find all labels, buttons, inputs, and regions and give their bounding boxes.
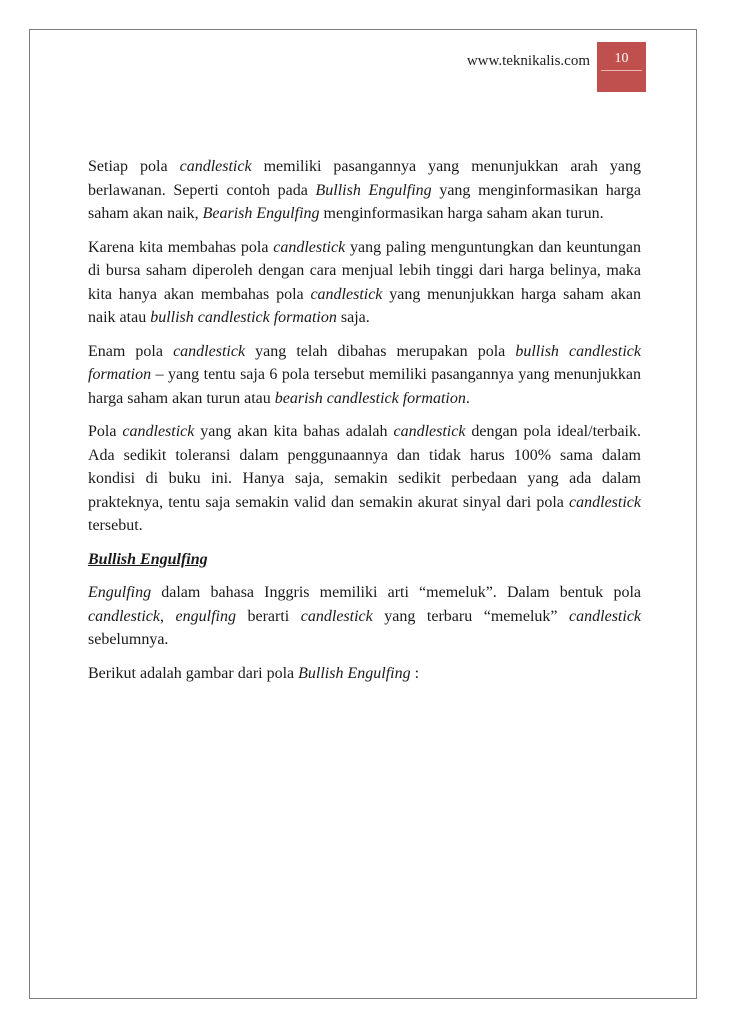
paragraph-2: Karena kita membahas pola candlestick yang paling menguntungkan dan keuntungan di bursa saham diperoleh dengan cara menjual lebih tinggi dari harga belinya, maka kita hanya akan membahas pola candlestick yang menunjukkan harga saham akan naik atau bullish candlestick formation saja. (88, 238, 641, 326)
paragraph-5: Engulfing dalam bahasa Inggris memiliki arti “memeluk”. Dalam bentuk pola candlestick, engulfing berarti candlestick yang terbaru “memeluk” candlestick sebelumnya. (88, 584, 642, 648)
paragraph-4: Pola candlestick yang akan kita bahas adalah candlestick dengan pola ideal/terbaik. Ada sedikit toleransi dalam penggunaannya dan tidak harus 100% sama dalam kondisi di buku ini. Hanya saja, semakin sedikit perbedaan yang ada dalam prakteknya, tentu saja semakin valid dan semakin akurat sinyal dari pola candlestick tersebut. (88, 423, 641, 534)
document-body (88, 155, 641, 695)
page-number: 10 (601, 48, 642, 71)
section-heading: Bullish Engulfing (88, 550, 208, 568)
paragraph-3: Enam pola candlestick yang telah dibahas merupakan pola bullish candlestick formation – yang tentu saja 6 pola tersebut memiliki pasangannya yang menunjukkan harga saham akan turun atau bearish candlestick formation. (88, 342, 641, 407)
paragraph-1: Setiap pola candlestick memiliki pasangannya yang menunjukkan arah yang berlawanan. Seperti contoh pada Bullish Engulfing yang menginformasikan harga saham akan naik, Bearish Engulfing menginformasikan harga saham akan turun. (88, 158, 641, 222)
page-number-box (597, 42, 646, 92)
header-website: www.teknikalis.com (466, 53, 590, 69)
paragraph-6: Berikut adalah gambar dari pola Bullish Engulfing : (88, 664, 420, 682)
